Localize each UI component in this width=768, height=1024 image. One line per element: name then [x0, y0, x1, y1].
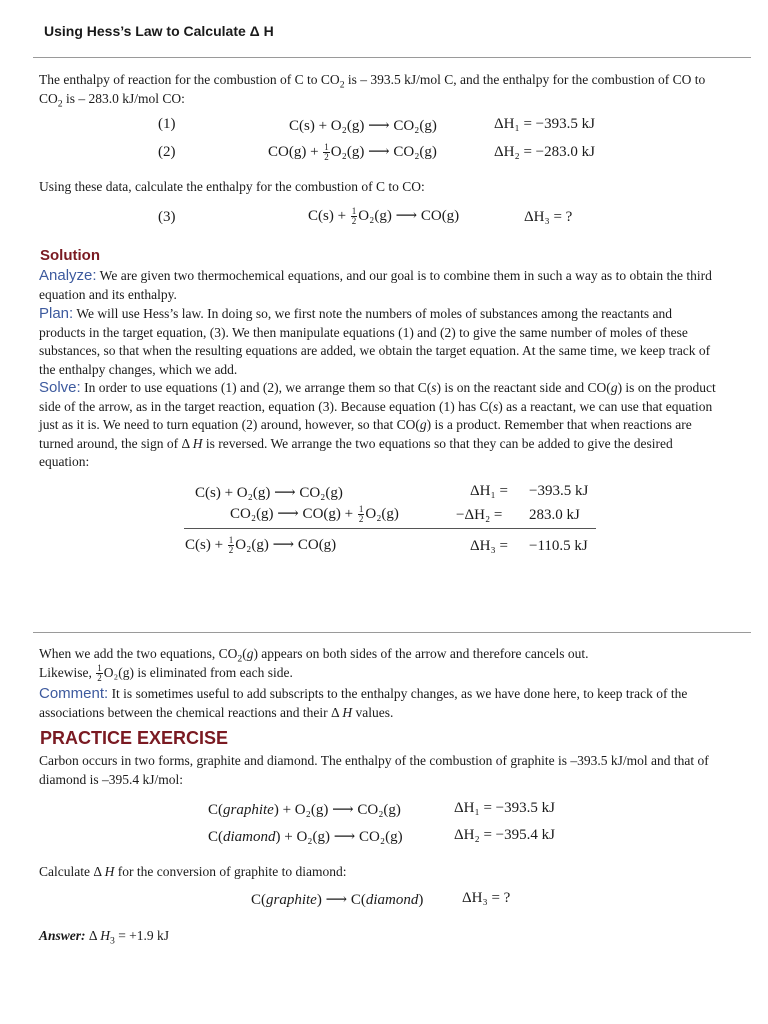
equation-2-pre: CO(g) + [268, 144, 323, 160]
cancellation-paragraph: When we add the two equations, $CO_2(g)$ appears on both sides of the arrow and therefore cancels out. [39, 646, 589, 665]
equation-1-label: (1) [158, 116, 176, 132]
sum-enthalpy-1-label: ΔH₁ = [470, 483, 508, 499]
equation-2-label: (2) [158, 144, 176, 160]
fraction-one-half: $\frac{1}{2}$ [97, 663, 102, 684]
analyze-label: Analyze: [39, 267, 97, 284]
intro-text-a: The enthalpy of reaction for the combustion of C to CO [39, 72, 340, 87]
top-divider [33, 57, 751, 58]
page-title: Using Hess’s Law to Calculate Δ H [44, 23, 274, 39]
page-divider [33, 632, 751, 633]
practice-enthalpy-2: ΔH₂ = −395.4 kJ [454, 827, 555, 843]
equation-3-enthalpy: ΔH₃ = ? [524, 209, 573, 225]
equation-2 [268, 142, 437, 162]
practice-enthalpy-3: ΔH₃ = ? [462, 890, 511, 906]
sum-result-equation: C(s) + $\frac{1}{2}$ O₂(g) ⟶ CO(g) [185, 535, 337, 556]
equation-3-pre: C(s) + [308, 208, 350, 224]
plan-label: Plan: [39, 305, 74, 322]
sum-enthalpy-3-value: −110.5 kJ [529, 538, 588, 554]
practice-heading: PRACTICE EXERCISE [40, 728, 229, 748]
equation-3 [308, 206, 459, 226]
fraction-one-half: $\frac{1}{2}$ [351, 206, 357, 227]
plan-text: We will use Hess’s law. In doing so, we first note the numbers of moles of substances among the reactants and products in the target equation, (3). We then manipulate equations (1) and (2) to give the same number of moles of these substances, so that when the resulting equations are added, we obtain the target equation. At the same time, we keep track of the enthalpy changes, which we add. [39, 306, 711, 377]
sum-enthalpy-2-label: −ΔH₂ = [456, 507, 503, 523]
analyze-text: We are given two thermochemical equations, and our goal is to combine them in such a way as to obtain the third equation and its enthalpy. [39, 268, 712, 302]
sum-equation-2: CO₂(g) ⟶ CO(g) + $\frac{1}{2}$ O₂(g) [230, 504, 399, 525]
sum-enthalpy-1-value: −393.5 kJ [529, 483, 589, 499]
fraction-one-half: $\frac{1}{2}$ [228, 535, 234, 556]
practice-equation-2: C(diamond) + O₂(g) ⟶ CO₂(g) [208, 829, 403, 845]
question-text: Using these data, calculate the enthalpy for the combustion of C to CO: [39, 179, 425, 194]
comment-label: Comment: [39, 685, 109, 702]
practice-text: Carbon occurs in two forms, graphite and diamond. The enthalpy of the combustion of graphite is –393.5 kJ/mol and that of diamond is –395.4 kJ/mol: [39, 753, 709, 787]
solve-label: Solve: [39, 379, 81, 396]
comment-paragraph: Comment: It is sometimes useful to add subscripts to the enthalpy changes, as we have done here, to keep track of the associations between the chemical reactions and their Δ H values. [39, 685, 688, 720]
plan-paragraph [39, 305, 719, 379]
practice-enthalpy-1: ΔH₁ = −393.5 kJ [454, 800, 555, 816]
equation-2-post: O₂(g) ⟶ CO₂(g) [330, 144, 437, 160]
practice-calculate-text: Calculate Δ H for the conversion of graphite to diamond: [39, 864, 347, 879]
sum-enthalpy-3-label: ΔH₃ = [470, 538, 508, 554]
answer-label: Answer: [39, 928, 86, 943]
answer-line: Answer: Δ $H_3 = +1.9$ kJ [39, 928, 170, 947]
practice-equation-3: C(graphite) ⟶ C(diamond) [251, 892, 424, 908]
solution-heading: Solution [40, 247, 100, 264]
intro-text-b: is – 393.5 kJ/mol C, and the enthalpy for the combustion of CO to CO [39, 72, 706, 106]
practice-equation-1: C(graphite) + O₂(g) ⟶ CO₂(g) [208, 802, 401, 818]
equation-3-label: (3) [158, 209, 176, 225]
intro-sub-a: 2 [339, 79, 345, 91]
analyze-paragraph [39, 267, 719, 304]
solve-paragraph: Solve: In order to use equations (1) and (2), we arrange them so that C(s) is on the reactant side and CO(g) is on the product side of the arrow, as in the target reaction, equation (3). Because equation (1) has C(s) as a reactant, we can use that equation just as it is. We need to turn equation (2) around, however, so that CO(g) is a product. Remember that when reactions are turned around, the sign of Δ H is reversed. We arrange the two equations so that they can be added to give the desired equation: [39, 379, 716, 469]
sum-line [184, 528, 596, 529]
fraction-one-half: $\frac{1}{2}$ [358, 504, 364, 525]
sum-equation-1: C(s) + O₂(g) ⟶ CO₂(g) [195, 485, 343, 501]
fraction-one-half: $\frac{1}{2}$ [324, 142, 329, 163]
intro-sub-b: 2 [57, 98, 63, 110]
sum-enthalpy-2-value: 283.0 kJ [529, 507, 580, 523]
equation-2-enthalpy: ΔH₂ = −283.0 kJ [494, 144, 595, 160]
intro-paragraph [39, 71, 719, 108]
equation-3-post: O₂(g) ⟶ CO(g) [358, 208, 460, 224]
intro-text-c: is – 283.0 kJ/mol CO: [62, 90, 185, 106]
equation-1-enthalpy: ΔH₁ = −393.5 kJ [494, 116, 595, 132]
likewise-line: Likewise, $\frac{1}{2}$ O₂(g) is eliminated from each side. [39, 663, 293, 684]
equation-1: C(s) + O₂(g) ⟶ CO₂(g) [289, 118, 437, 134]
